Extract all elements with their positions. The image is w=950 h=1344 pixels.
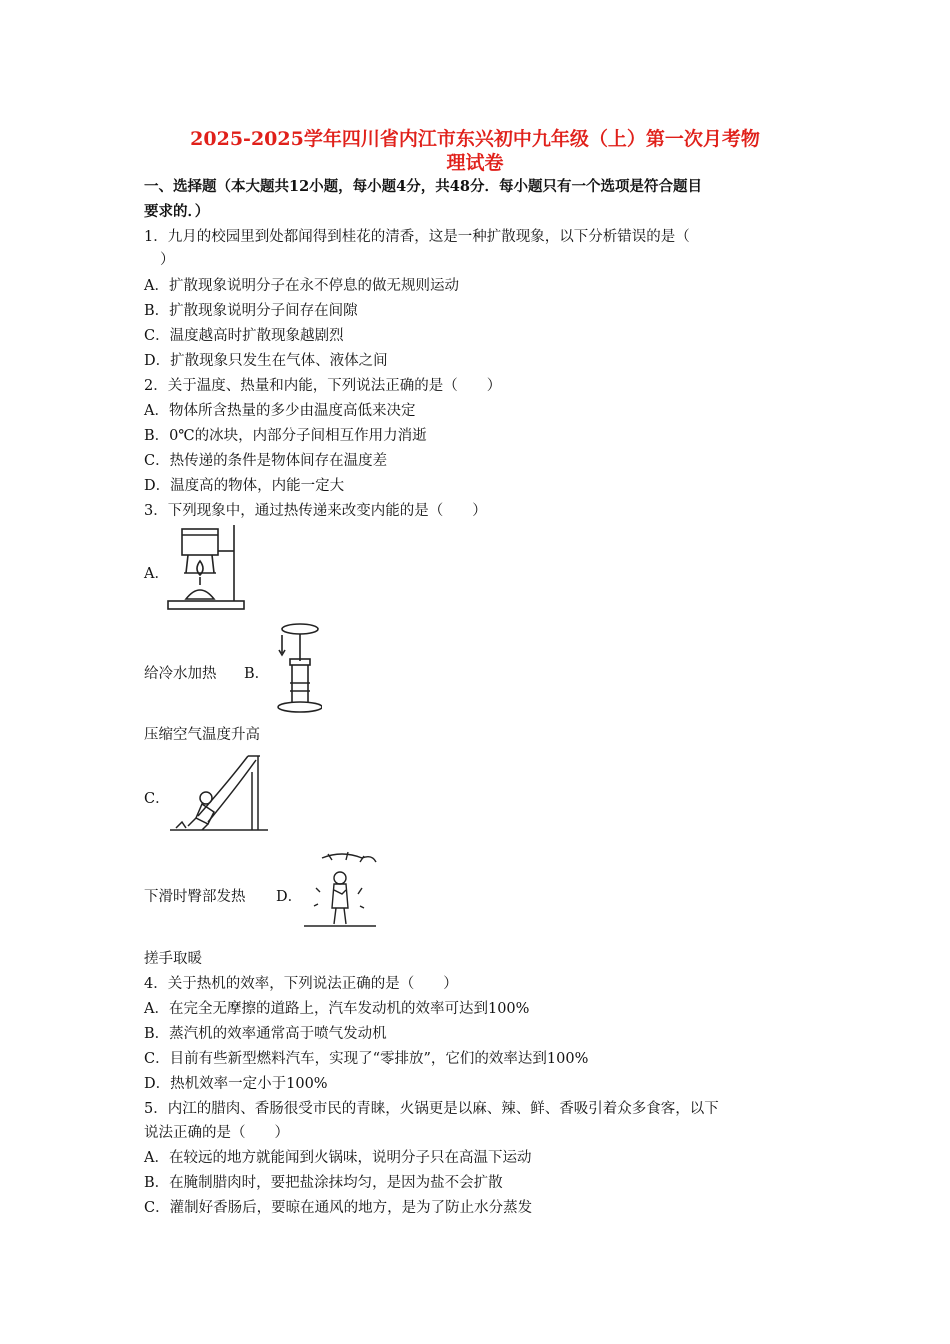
exam-title-line-2: 理试卷 [446,152,504,174]
q3-option-c-caption: 下滑时臀部发热 [144,889,246,905]
heating-apparatus-figure [166,521,246,613]
rubbing-hands-figure [302,848,378,930]
q3-option-b-label: B． [244,666,270,682]
q3-stem: 3．下列现象中，通过热传递来改变内能的是（ ） [144,503,487,519]
q2-option-d: D．温度高的物体，内能一定大 [144,478,345,494]
q2-option-b: B．0℃的冰块，内部分子间相互作用力消逝 [144,428,427,444]
q3-option-d-caption: 搓手取暖 [144,951,202,967]
q3-option-a-label: A． [144,566,169,582]
q5-option-b: B．在腌制腊肉时，要把盐涂抹均匀，是因为盐不会扩散 [144,1175,503,1191]
q1-stem-line-1: 1．九月的校园里到处都闻得到桂花的清香，这是一种扩散现象，以下分析错误的是（ [144,229,690,245]
q5-stem-line-1: 5．内江的腊肉、香肠很受市民的青睐，火锅更是以麻、辣、鲜、香吸引着众多食客，以下 [144,1101,719,1117]
q4-option-b: B．蒸汽机的效率通常高于喷气发动机 [144,1026,387,1042]
q2-stem: 2．关于温度、热量和内能，下列说法正确的是（ ） [144,378,502,394]
q1-option-a: A．扩散现象说明分子在永不停息的做无规则运动 [144,278,459,294]
q3-option-b-caption: 压缩空气温度升高 [144,727,260,743]
exam-title-line-1: 2025-2025学年四川省内江市东兴初中九年级（上）第一次月考物 [190,128,760,150]
q4-option-a: A．在完全无摩擦的道路上，汽车发动机的效率可达到100% [144,1001,530,1017]
q3-option-a-caption: 给冷水加热 [144,666,217,682]
q4-option-d: D．热机效率一定小于100% [144,1076,328,1092]
q5-stem-line-2: 说法正确的是（ ） [144,1125,289,1141]
section-heading-line-1: 一、选择题（本大题共12小题，每小题4分，共48分．每小题只有一个选项是符合题目 [144,178,702,195]
q5-option-a: A．在较远的地方就能闻到火锅味，说明分子只在高温下运动 [144,1150,532,1166]
q3-option-c-label: C． [144,791,170,807]
q1-option-c: C．温度越高时扩散现象越剧烈 [144,328,344,344]
section-heading-line-2: 要求的．） [144,203,210,220]
q1-option-d: D．扩散现象只发生在气体、液体之间 [144,353,388,369]
q4-stem: 4．关于热机的效率，下列说法正确的是（ ） [144,976,458,992]
q1-stem-line-2: ） [160,252,175,268]
air-compression-figure [270,621,322,715]
q4-option-c: C．目前有些新型燃料汽车，实现了“零排放”，它们的效率达到100% [144,1051,589,1067]
q1-option-b: B．扩散现象说明分子间存在间隙 [144,303,358,319]
q2-option-a: A．物体所含热量的多少由温度高低来决定 [144,403,416,419]
q5-option-c: C．灌制好香肠后，要晾在通风的地方，是为了防止水分蒸发 [144,1200,533,1216]
q2-option-c: C．热传递的条件是物体间存在温度差 [144,453,388,469]
slide-figure [168,752,270,834]
q3-option-d-label: D． [276,889,303,905]
